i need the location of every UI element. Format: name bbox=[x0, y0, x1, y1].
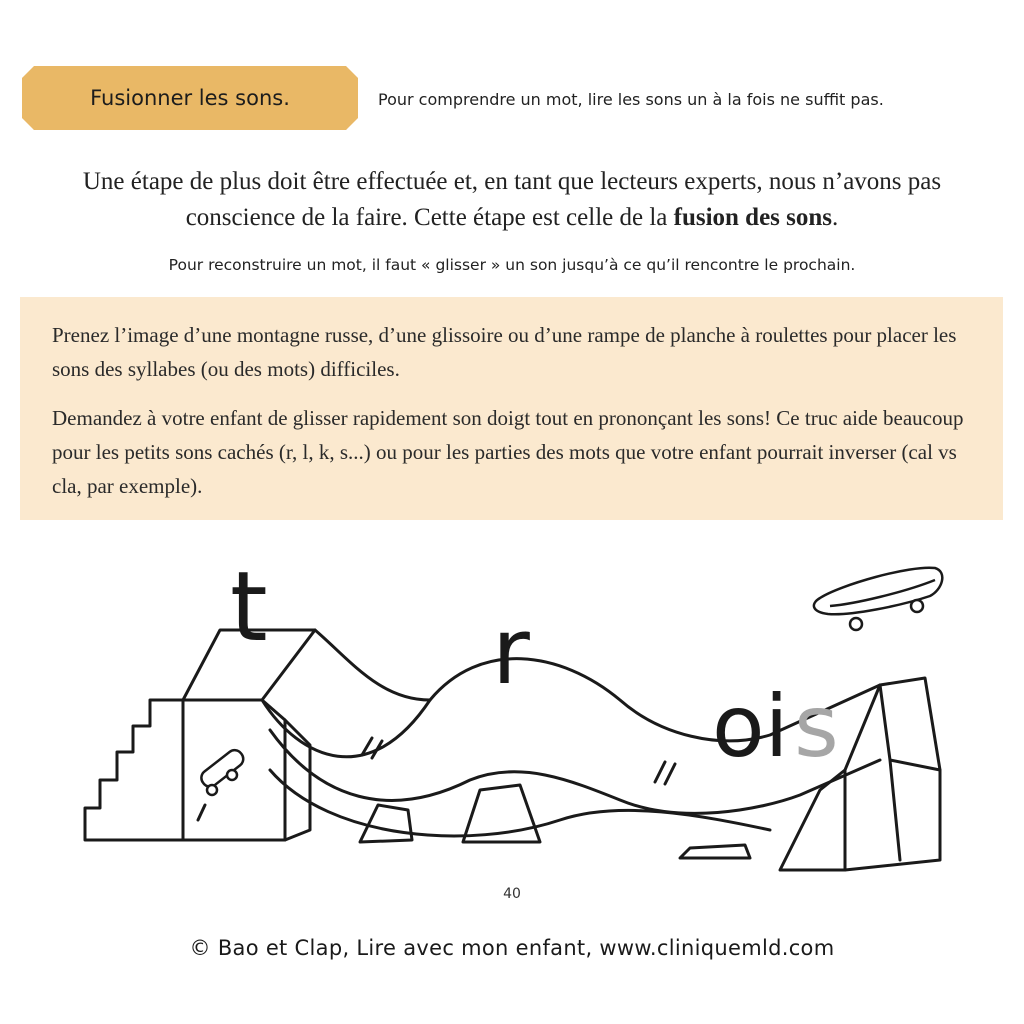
tip-paragraph-2: Demandez à votre enfant de glisser rapidement son doigt tout en prononçant les sons! Ce truc aide beaucoup pour les petits sons cachés (r, l, k, s...) ou pour les parties des mots que votre enfant pourrait inverser (cal vs cla, par exemple). bbox=[52, 406, 964, 498]
tip-paragraph-1: Prenez l’image d’une montagne russe, d’une glissoire ou d’une rampe de planche à roulettes pour placer les sons des syllabes (ou des mots) difficiles. bbox=[52, 323, 957, 381]
skateboard-icon bbox=[814, 568, 942, 630]
letter-t: t bbox=[230, 551, 268, 663]
letter-r: r bbox=[492, 598, 530, 705]
main-paragraph-text: Une étape de plus doit être effectuée et, en tant que lecteurs experts, nous n’avons pas conscience de la faire. Cette étape est celle de la bbox=[82, 168, 942, 231]
small-skateboard-icon bbox=[198, 747, 246, 795]
copyright-footer: © Bao et Clap, Lire avec mon enfant, www.cliniquemld.com bbox=[189, 936, 835, 960]
main-paragraph-bold: fusion des sons bbox=[673, 204, 833, 231]
stairs bbox=[85, 700, 183, 840]
silent-letter-s: s bbox=[794, 677, 839, 777]
main-paragraph-end: . bbox=[832, 204, 839, 231]
ramp-support bbox=[360, 805, 412, 842]
glide-instruction: Pour reconstruire un mot, il faut « glisser » un son jusqu’à ce qu’il rencontre le prochain. bbox=[168, 256, 856, 274]
ramp-support bbox=[680, 845, 750, 858]
section-title: Fusionner les sons. bbox=[90, 86, 290, 110]
letters-oi: oi bbox=[712, 677, 789, 777]
main-paragraph bbox=[40, 164, 984, 236]
page-number: 40 bbox=[503, 886, 521, 902]
intro-text: Pour comprendre un mot, lire les sons un à la fois ne suffit pas. bbox=[378, 90, 884, 109]
skate-ramp-illustration bbox=[0, 540, 1024, 880]
